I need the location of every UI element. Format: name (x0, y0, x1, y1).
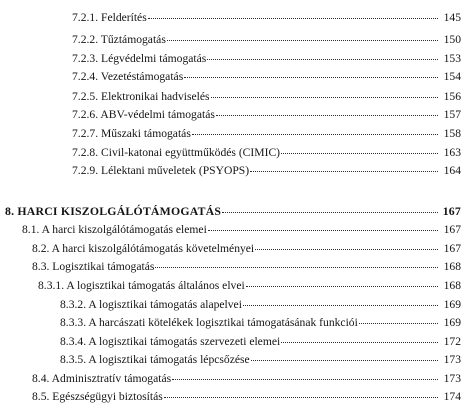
toc-page-number: 167 (442, 204, 461, 218)
dot-leader (222, 211, 438, 213)
toc-entry-title: Műszaki támogatás (101, 127, 191, 140)
toc-entry-title: 8.5. Egészségügyi biztosítás (32, 390, 163, 403)
toc-page-number: 169 (443, 316, 461, 329)
toc-entry-title: Civil-katonai együttműködés (CIMIC) (101, 146, 281, 159)
toc-entry-7-2-8[interactable] (72, 144, 461, 162)
toc-page-number: 172 (443, 335, 461, 348)
toc-page-number: 163 (443, 146, 461, 159)
dot-leader (251, 359, 438, 361)
toc-page-number: 145 (443, 11, 461, 24)
dot-leader (250, 170, 438, 172)
toc-entry-7-2-6[interactable] (72, 106, 461, 124)
toc-entry-title: Felderítés (101, 11, 147, 24)
toc-page-number: 167 (443, 242, 461, 255)
dot-leader (281, 152, 438, 154)
toc-entry-8-1[interactable] (22, 221, 461, 239)
dot-leader (281, 341, 438, 343)
dot-leader (255, 248, 438, 250)
toc-entry-number: 7.2.1. (72, 11, 99, 24)
toc-entry-7-2-1[interactable] (72, 9, 461, 27)
dot-leader (167, 39, 438, 41)
toc-entry-7-2-5[interactable] (72, 88, 461, 106)
toc-entry-title: 8.1. A harci kiszolgálótámogatás elemei (22, 223, 207, 236)
toc-entry-number: 7.2.9. (72, 164, 99, 177)
chapter-title: 8. HARCI KISZOLGÁLÓTÁMOGATÁS (5, 204, 222, 218)
toc-entry-8-3[interactable] (32, 258, 461, 276)
toc-entry-title: Légvédelmi támogatás (101, 52, 207, 65)
toc-entry-title: 8.3.4. A logisztikai támogatás szervezeti elemei (60, 335, 281, 348)
toc-entry-title: 8.3.5. A logisztikai támogatás lépcsőzése (60, 353, 250, 366)
toc-page-number: 164 (443, 164, 461, 177)
dot-leader (172, 378, 438, 380)
toc-entry-7-2-3[interactable] (72, 50, 461, 68)
toc-entry-number: 7.2.2. (72, 33, 99, 46)
toc-entry-title: 8.3.3. A harcászati kötelékek logisztikai támogatásának funkciói (60, 316, 358, 329)
dot-leader (192, 133, 438, 135)
toc-entry-8-3-1[interactable] (38, 277, 461, 295)
dot-leader (246, 285, 438, 287)
toc-chapter-8[interactable] (5, 202, 461, 220)
toc-entry-title: Vezetéstámogatás (100, 70, 184, 83)
toc-page-number: 150 (443, 33, 461, 46)
toc-entry-8-5[interactable] (32, 388, 461, 406)
toc-page-number: 153 (443, 52, 461, 65)
toc-page-number: 174 (443, 390, 461, 403)
toc-entry-number: 7.2.8. (72, 146, 99, 159)
toc-entry-number: 7.2.3. (72, 52, 99, 65)
dot-leader (359, 322, 438, 324)
toc-entry-title: ABV-védelmi támogatás (100, 108, 215, 121)
toc-entry-title: Tűztámogatás (100, 33, 166, 46)
toc-entry-7-2-9[interactable] (72, 162, 461, 180)
toc-page-number: 169 (443, 298, 461, 311)
dot-leader (184, 76, 438, 78)
toc-entry-title: 8.3. Logisztikai támogatás (32, 260, 155, 273)
toc-entry-number: 7.2.5. (72, 90, 99, 103)
dot-leader (164, 396, 438, 398)
dot-leader (148, 17, 438, 19)
toc-entry-7-2-7[interactable] (72, 125, 461, 143)
toc-page-number: 168 (443, 260, 461, 273)
toc-entry-number: 7.2.7. (72, 127, 99, 140)
toc-page-number: 173 (443, 372, 461, 385)
toc-entry-number: 7.2.4. (72, 70, 99, 83)
toc-entry-8-3-2[interactable] (60, 296, 461, 314)
dot-leader (155, 266, 438, 268)
dot-leader (243, 304, 438, 306)
toc-page-number: 158 (443, 127, 461, 140)
dot-leader (207, 58, 438, 60)
dot-leader (216, 114, 438, 116)
toc-entry-number: 7.2.6. (72, 108, 99, 121)
toc-entry-title: Lélektani műveletek (PSYOPS) (101, 164, 250, 177)
toc-page-number: 167 (443, 223, 461, 236)
toc-entry-title: 8.3.1. A logisztikai támogatás általános elvei (38, 279, 245, 292)
toc-entry-7-2-2[interactable] (72, 31, 461, 49)
toc-entry-8-3-5[interactable] (60, 351, 461, 369)
toc-entry-8-3-3[interactable] (60, 314, 461, 332)
dot-leader (211, 96, 439, 98)
toc-page-number: 157 (443, 108, 461, 121)
toc-entry-title: 8.3.2. A logisztikai támogatás alapelvei (60, 298, 242, 311)
toc-page-number: 168 (443, 279, 461, 292)
toc-entry-8-3-4[interactable] (60, 333, 461, 351)
toc-page-number: 156 (443, 90, 461, 103)
toc-entry-title: Elektronikai hadviselés (101, 90, 210, 103)
toc-entry-8-2[interactable] (32, 240, 461, 258)
dot-leader (208, 229, 438, 231)
toc-page-number: 173 (443, 353, 461, 366)
toc-page-number: 154 (443, 70, 461, 83)
toc-entry-7-2-4[interactable] (72, 68, 461, 86)
toc-entry-title: 8.2. A harci kiszolgálótámogatás követelményei (32, 242, 255, 255)
toc-entry-title: 8.4. Adminisztratív támogatás (32, 372, 172, 385)
toc-entry-8-4[interactable] (32, 370, 461, 388)
